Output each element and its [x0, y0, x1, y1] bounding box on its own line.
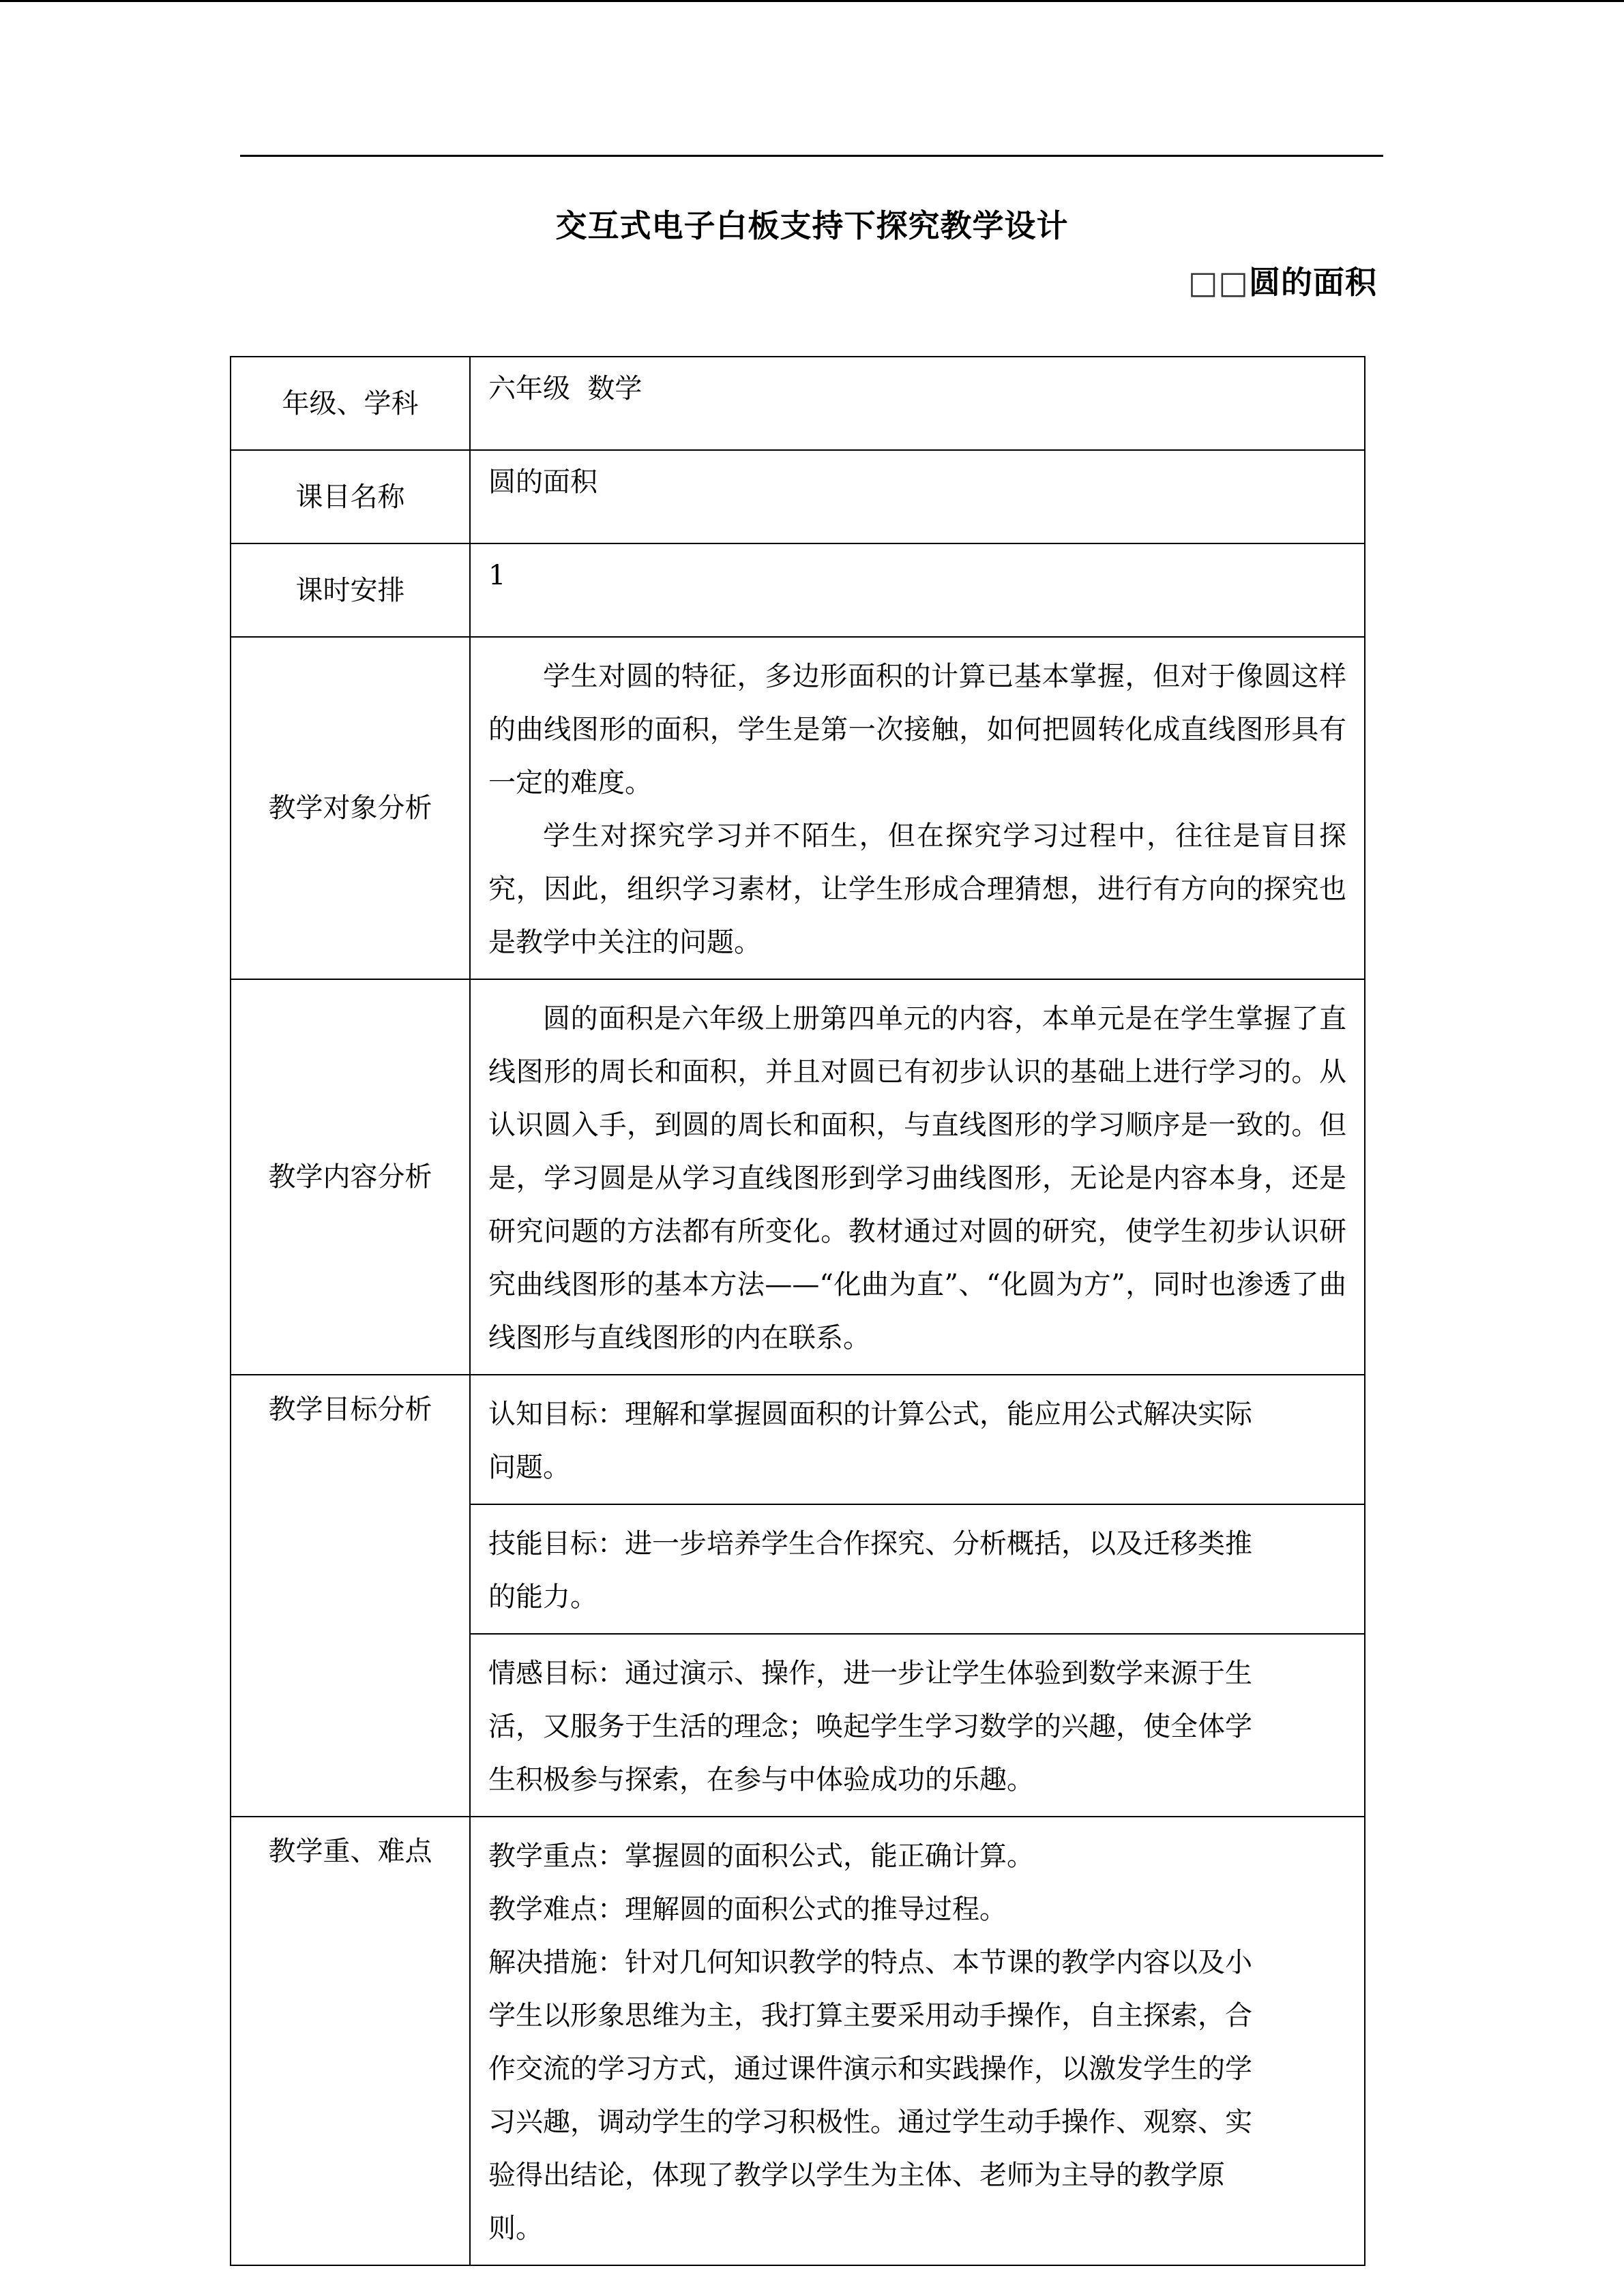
table-row-key-points: [231, 1817, 1365, 2265]
text-line: 学生以形象思维为主，我打算主要采用动手操作，自主探索，合: [488, 2000, 1252, 2031]
header-rule: [240, 155, 1383, 157]
text-line: 教学重点：掌握圆的面积公式，能正确计算。: [488, 1840, 1034, 1872]
label-cell: [231, 979, 470, 1375]
label-cell: [231, 1817, 470, 2265]
table-row-class-hours: [231, 543, 1365, 637]
class-hours-value: 1: [470, 543, 1365, 637]
learner-analysis-content: [470, 637, 1365, 979]
row-label: 教学内容分析: [268, 1161, 432, 1193]
lesson-design-table: [230, 356, 1365, 2266]
subtitle-prefix: □□: [1188, 264, 1249, 301]
label-cell: [231, 357, 470, 450]
table-row-content-analysis: [231, 979, 1365, 1375]
paragraph: 学生对圆的特征，多边形面积的计算已基本掌握，但对于像圆这样的曲线图形的面积，学生是第一次接触，如何把圆转化成直线图形具有一定的难度。: [488, 661, 1346, 799]
subtitle-text: 圆的面积: [1249, 264, 1377, 301]
label-cell: [231, 637, 470, 979]
text-line: 习兴趣，调动学生的学习积极性。通过学生动手操作、观察、实: [488, 2106, 1252, 2138]
row-label: 课时安排: [295, 574, 405, 606]
page-top-border: [0, 0, 1624, 2]
row-label: 教学对象分析: [268, 792, 432, 824]
label-cell: [231, 450, 470, 543]
grade-subject-value: 六年级 数学: [470, 357, 1365, 450]
table-row-learner-analysis: [231, 637, 1365, 979]
table-row-lesson-name: [231, 450, 1365, 543]
objective-affective: [470, 1634, 1365, 1817]
row-label: 教学重、难点: [268, 1836, 432, 1867]
table-row-objective-cognitive: [231, 1375, 1365, 1504]
text-line: 解决措施：针对几何知识教学的特点、本节课的教学内容以及小: [488, 1947, 1252, 1978]
label-cell: [231, 543, 470, 637]
row-label: 课目名称: [295, 481, 405, 513]
text-line: 问题。: [488, 1452, 570, 1483]
objective-cognitive: [470, 1375, 1365, 1504]
text-line: 认知目标：理解和掌握圆面积的计算公式，能应用公式解决实际: [488, 1399, 1252, 1430]
text-line: 作交流的学习方式，通过课件演示和实践操作，以激发学生的学: [488, 2053, 1252, 2085]
text-line: 验得出结论，体现了教学以学生为主体、老师为主导的教学原: [488, 2160, 1225, 2191]
text-line: 教学难点：理解圆的面积公式的推导过程。: [488, 1894, 1007, 1925]
content-analysis-content: [470, 979, 1365, 1375]
text-line: 则。: [488, 2213, 543, 2244]
row-label: 年级、学科: [282, 387, 419, 419]
objective-skill: [470, 1504, 1365, 1634]
text-line: 的能力。: [488, 1581, 597, 1613]
table-row-grade-subject: [231, 357, 1365, 450]
label-cell: [231, 1375, 470, 1817]
document-subtitle: [1188, 258, 1377, 303]
text-line: 情感目标：通过演示、操作，进一步让学生体验到数学来源于生: [488, 1658, 1252, 1689]
text-line: 生积极参与探索，在参与中体验成功的乐趣。: [488, 1764, 1034, 1795]
document-title: 交互式电子白板支持下探究教学设计: [555, 207, 1069, 244]
paragraph: 学生对探究学习并不陌生，但在探究学习过程中，往往是盲目探究，因此，组织学习素材，让学生形成合理猜想，进行有方向的探究也是教学中关注的问题。: [488, 820, 1346, 958]
lesson-name-value: 圆的面积: [470, 450, 1365, 543]
text-line: 技能目标：进一步培养学生合作探究、分析概括，以及迁移类推: [488, 1528, 1252, 1560]
paragraph: 圆的面积是六年级上册第四单元的内容，本单元是在学生掌握了直线图形的周长和面积，并且对圆已有初步认识的基础上进行学习的。从认识圆入手，到圆的周长和面积，与直线图形的学习顺序是一致的。但是，学习圆是从学习直线图形到学习曲线图形，无论是内容本身，还是研究问题的方法都有所变化。教材通过对圆的研究，使学生初步认识研究曲线图形的基本方法——“化曲为直”、“化圆为方”，同时也渗透了曲线图形与直线图形的内在联系。: [488, 1003, 1346, 1354]
row-label: 教学目标分析: [268, 1394, 432, 1425]
text-line: 活，又服务于生活的理念；唤起学生学习数学的兴趣，使全体学: [488, 1711, 1252, 1742]
key-points-content: [470, 1817, 1365, 2265]
